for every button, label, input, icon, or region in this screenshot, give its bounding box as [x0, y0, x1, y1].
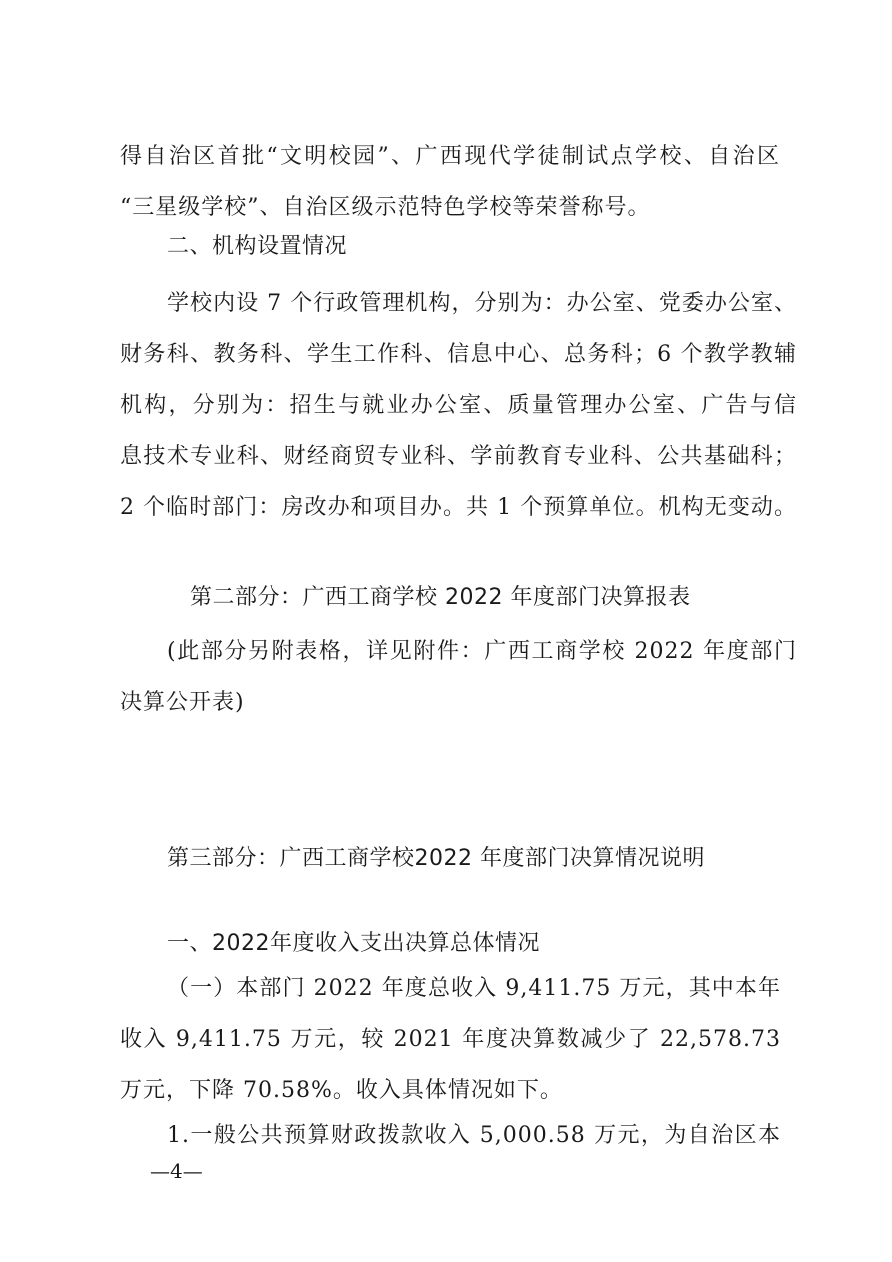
- paragraph-line: 机构，分别为：招生与就业办公室、质量管理办公室、广告与信: [120, 393, 797, 418]
- paragraph-line: 2 个临时部门：房改办和项目办。共 1 个预算单位。机构无变动。: [120, 495, 797, 520]
- paragraph-line: 得自治区首批“文明校园”、广西现代学徒制试点学校、自治区: [120, 144, 780, 169]
- paragraph-line: 息技术专业科、财经商贸专业科、学前教育专业科、公共基础科；: [120, 444, 797, 469]
- paragraph-line: 决算公开表): [120, 690, 245, 715]
- part-heading: 第二部分：广西工商学校 2022 年度部门决算报表: [190, 585, 691, 610]
- part-heading: 第三部分：广西工商学校2022 年度部门决算情况说明: [167, 846, 705, 871]
- paragraph-line: （一）本部门 2022 年度总收入 9,411.75 万元，其中本年: [167, 976, 781, 1001]
- section-heading: 二、机构设置情况: [167, 234, 348, 259]
- page-number: —4—: [150, 1159, 203, 1183]
- paragraph-line: 万元，下降 70.58%。收入具体情况如下。: [120, 1078, 563, 1103]
- paragraph-line: 财务科、教务科、学生工作科、信息中心、总务科；6 个教学教辅: [120, 342, 797, 367]
- section-heading: 一、2022年度收入支出决算总体情况: [167, 931, 540, 956]
- paragraph-line: 收入 9,411.75 万元，较 2021 年度决算数减少了 22,578.73: [120, 1027, 781, 1052]
- paragraph-line: 1.一般公共预算财政拨款收入 5,000.58 万元，为自治区本: [167, 1123, 781, 1148]
- paragraph-line: “三星级学校”、自治区级示范特色学校等荣誉称号。: [120, 195, 651, 220]
- paragraph-line: 学校内设 7 个行政管理机构，分别为：办公室、党委办公室、: [167, 291, 797, 316]
- paragraph-line: (此部分另附表格，详见附件：广西工商学校 2022 年度部门: [167, 639, 797, 664]
